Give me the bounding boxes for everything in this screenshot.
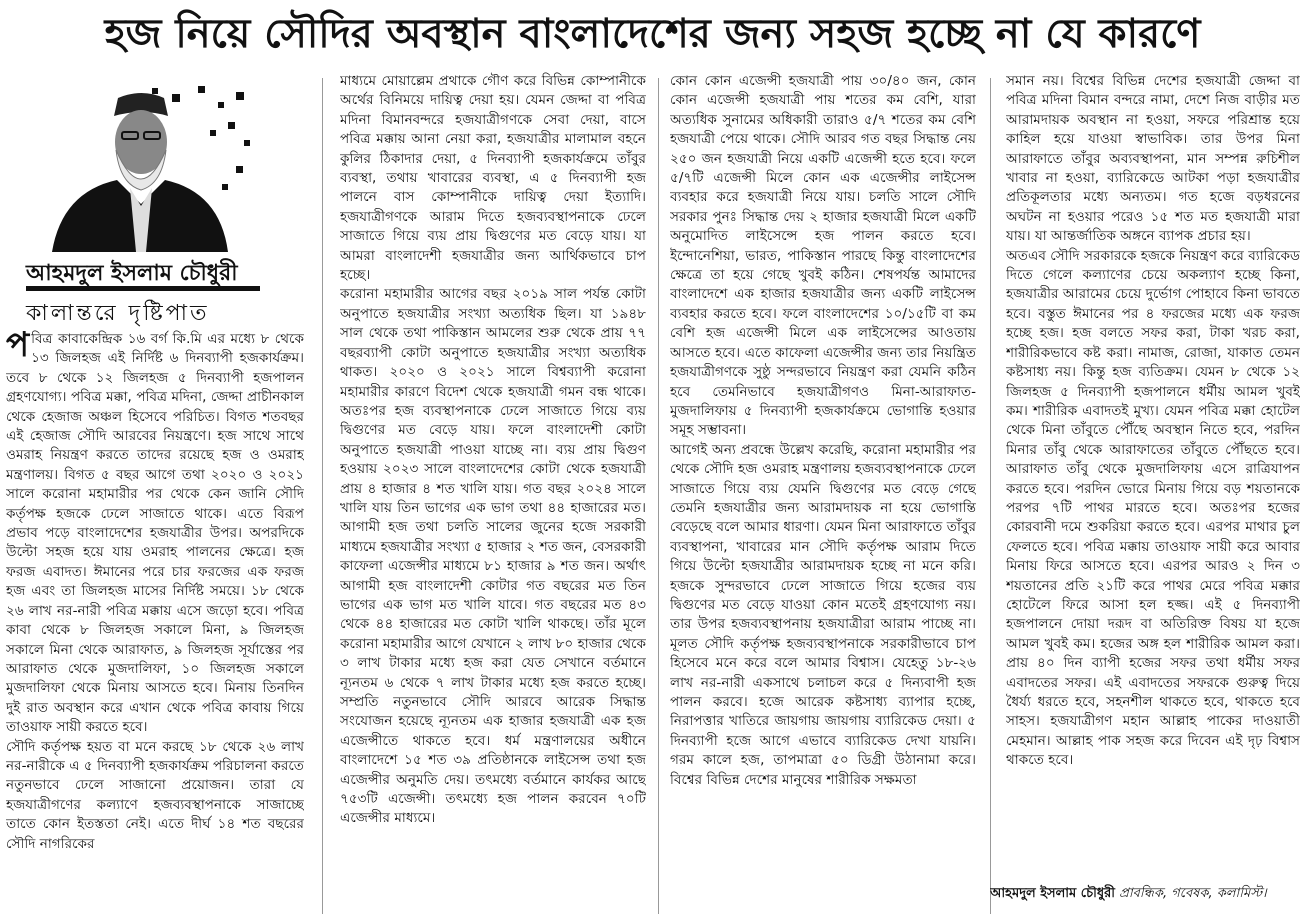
- author-name: আহমদুল ইসলাম চৌধুরী: [26, 261, 238, 286]
- author-portrait-image: [22, 80, 258, 252]
- paragraph: কোন কোন এজেন্সী হজযাত্রী পায় ৩০/৪০ জন, কোন কোন এজেন্সী হজযাত্রী পায় শতের কম বেশি, যারা অত্যধিক সুনামের অধিকারী তারাও ৫/৭ শতের কম বেশি হজযাত্রী পেয়ে থাকে। সৌদি আরব গত বছর সিদ্ধান্ত নেয় ২৫০ জন হজযাত্রী নিয়ে একটি এজেন্সী হতে হবে। ফলে ৫/৭টি এজেন্সী মিলে কোন এক এজেন্সীর লাইসেন্স ব্যবহার করে হজযাত্রী নিয়ে যায়। চলতি সালে সৌদি সরকার পুনঃ সিদ্ধান্ত দেয় ২ হাজার হজযাত্রী মিলে একটি অনুমোদিত লাইসেন্সে হজ পালন করতে হবে। ইন্দোনেশিয়া, ভারত, পাকিস্তান পারছে কিন্তু বাংলাদেশের ক্ষেত্রে তা হয়ে গেছে খুবই কঠিন। শেষপর্যন্ত আমাদের বাংলাদেশে এক হাজার হজযাত্রীর জন্য একটি লাইসেন্স ব্যবহার করতে হবে। ফলে বাংলাদেশের ১০/১৫টি বা কম বেশি হজ এজেন্সী মিলে এক লাইসেন্সের আওতায় আসতে হবে। এতে কাফেলা এজেন্সীর জন্য তার নিয়ন্ত্রিত হজযাত্রীগণকে সুষ্ঠু সন্দরভাবে নিয়ন্ত্রণ করা যেমনি কঠিন হবে তেমনিভাবে হজযাত্রীগণও মিনা-আরাফাত-মুজদালিফায় ৫ দিনব্যাপী হজকার্যক্রমে ভোগান্তি হওয়ার সমূহ সম্ভাবনা।: [670, 73, 976, 439]
- paragraph: অতএব সৌদি সরকারকে হজকে নিয়ন্ত্রণ করে ব্যারিকেড দিতে গেলে কল্যাণের চেয়ে অকল্যাণ হচ্ছে কিনা, হজযাত্রীর আরামের চেয়ে দুর্ভোগ পোহাবে কিনা ভাবতে হবে। বস্তুত ঈমানের পর ৪ ফরজের মধ্যে এক ফরজ হচ্ছে হজ। হজ বলতে সফর করা, টাকা খরচ করা, শারীরিকভাবে কষ্ট করা। নামাজ, রোজা, যাকাত তেমন কষ্টসাধ্য নয়। কিন্তু হজ ব্যতিক্রম। যেমন ৮ থেকে ১২ জিলহজ ৫ দিনব্যাপী হজপালনে ধর্মীয় আমল খুবই কম। শারীরিক এবাদতই মুখ্য। যেমন পবিত্র মক্কা হোটেল থেকে মিনা তাঁবুতে পৌঁছে অবস্থান নিতে হবে, পরদিন মিনার তাঁবু থেকে আরাফাতের তাঁবুতে পৌঁছতে হবে। আরাফাত তাঁবু থেকে মুজদালিফায় এসে রাত্রিযাপন করতে হবে। পরদিন ভোরে মিনায় গিয়ে বড় শয়তানকে পরপর ৭টি পাথর মারতে হবে। অতঃপর হজের কোরবানী দমে শুকরিয়া করতে হবে। এরপর মাথার চুল ফেলতে হবে। পবিত্র মক্কায় তাওয়াফ সায়ী করে আবার মিনায় ফিরে আসতে হবে। এরপর আরও ২ দিন ৩ শয়তানের প্রতি ২১টি করে পাথর মেরে পবিত্র মক্কার হোটেলে ফিরে আসা হল হজ্জ। এই ৫ দিনব্যাপী হজপালনে দোয়া দরূদ বা অতিরিক্ত বিষয় যা হজে আমল খুবই কম। হজের অঙ্গ হল শারীরিক আমল করা। প্রায় ৪০ দিন ব্যাপী হজের সফর তথা ধর্মীয় সফর এবাদতের সফর। এই এবাদতের সফরকে গুরুত্ব দিয়ে ধৈর্য্য ধরতে হবে, সহনশীল থাকতে হবে, থাকতে হবে সাহস। হজযাত্রীগণ মহান আল্লাহ পাকের দাওয়াতী মেহমান। আল্লাহ পাক সহজ করে দিবেন এই দৃঢ় বিশ্বাস থাকতে হবে।: [1006, 247, 1300, 769]
- author-byline: [990, 884, 1302, 905]
- author-portrait: [22, 80, 258, 252]
- byline-name: আহমদুল ইসলাম চৌধুরী: [990, 886, 1115, 901]
- paragraph-text: বিত্র কাবাকেন্দ্রিক ১৬ বর্গ কি.মি এর মধ্যে ৮ থেকে ১৩ জিলহজ এই নির্দিষ্ট ৬ দিনব্যাপী হজকার্যক্রম। তবে ৮ থেকে ১২ জিলহজ ৫ দিনব্যাপী হজপালন গ্রহণযোগ্য। পবিত্র মক্কা, পবিত্র মদিনা, জেদ্দা প্রাচীনকাল থেকে হেজাজ অঞ্চল হিসেবে পরিচিত। বিগত শতবছর এই হেজাজ সৌদি আরবের নিয়ন্ত্রণে। হজ সাথে সাথে ওমরাহ নিয়ন্ত্রণ করতে তাদের রয়েছে হজ ও ওমরাহ মন্ত্রণালয়। বিগত ৫ বছর আগে তথা ২০২০ ও ২০২১ সালে করোনা মহামারীর পর থেকে কেন জানি সৌদি কর্তৃপক্ষ হজকে ঢেলে সাজাতে থাকে। এতে বিরূপ প্রভাব পড়ে বাংলাদেশের হজযাত্রীর উপর। অপরদিকে উল্টো সহজ হয়ে যায় ওমরাহ পালনের ক্ষেত্রে। হজ ফরজ এবাদত। ঈমানের পরে চার ফরজের এক ফরজ হজ এবং তা জিলহজ মাসের নির্দিষ্ট সময়ে। ১৮ থেকে ২৬ লাখ নর-নারী পবিত্র মক্কায় এসে জড়ো হবে। পবিত্র কাবা থেকে ৮ জিলহজ সকালে মিনা, ৯ জিলহজ সকালে মিনা থেকে আরাফাত, ৯ জিলহজ সূর্যাস্তের পর আরাফাত থেকে মুজদালিফা, ১০ জিলহজ সকালে মুজদালিফা থেকে মিনায় আসতে হবে। মিনায় তিনদিন দুই রাত অবস্থান করে এখান থেকে পবিত্র কাবায় গিয়ে তাওয়াফ সায়ী করতে হবে।: [6, 331, 304, 736]
- paragraph: মাধ্যমে মোয়াল্লেম প্রথাকে গৌণ করে বিভিন্ন কোম্পানীকে অর্থের বিনিময়ে দায়িত্ব দেয়া হয়। যেমন জেদ্দা বা পবিত্র মদিনা বিমানবন্দরে হজযাত্রীগণকে সেবা দেয়া, বাসে পবিত্র মক্কায় আনা নেয়া করা, হজযাত্রীর মালামাল বহনে কুলির ঠিকাদার দেয়া, ৫ দিনব্যাপী হজকার্যক্রমে তাঁবুর ব্যবস্থা, তথায় খাবারের ব্যবস্থা, এ ৫ দিনব্যাপী হজ পালনে বাস কোম্পানীকে দায়িত্ব দেয়া ইত্যাদি। হজযাত্রীগণকে আরাম দিতে হজব্যবস্থাপনাকে ঢেলে সাজাতে গিয়ে ব্যয় প্রায় দ্বিগুণের মত বেড়ে যায়। যা আমরা বাংলাদেশী হজযাত্রীর জন্য আর্থিকভাবে চাপ হচ্ছে।: [340, 73, 646, 284]
- drop-cap: প: [6, 330, 30, 365]
- byline-role: প্রাবন্ধিক, গবেষক, কলামিস্ট।: [1119, 886, 1267, 901]
- column-name: কালান্তরে দৃষ্টিপাত: [26, 301, 210, 326]
- headline: হজ নিয়ে সৌদির অবস্থান বাংলাদেশের জন্য সহজ হচ্ছে না যে কারণে: [104, 10, 1201, 57]
- paragraph: আগেই অন্য প্রবন্ধে উল্লেখ করেছি, করোনা মহামারীর পর থেকে সৌদি হজ ওমরাহ মন্ত্রণালয় হজব্যবস্থাপনাকে ঢেলে সাজাতে গিয়ে ব্যয় যেমনি দ্বিগুণের মত বেড়ে গেছে তেমনি হজযাত্রীর জন্য আরামদায়ক না হয়ে ভোগান্তি বেড়েছে বলে আমার ধারণা। যেমন মিনা আরাফাতে তাঁবুর ব্যবস্থাপনা, খাবারের মান সৌদি কর্তৃপক্ষ আরাম দিতে গিয়ে উল্টো হজযাত্রীর আরামদায়ক হচ্ছে না মনে করি। হজকে সুন্দরভাবে ঢেলে সাজাতে গিয়ে হজের ব্যয় দ্বিগুণের মত বেড়ে যাওয়া কোন মতেই গ্রহণযোগ্য নয়। তার উপর হজব্যবস্থাপনায় হজযাত্রীরা আরাম পাচ্ছে না। মূলত সৌদি কর্তৃপক্ষ হজব্যবস্থাপনাকে সরকারীভাবে চাপ হিসেবে মনে করে বলে আমার বিশ্বাস। যেহেতু ১৮-২৬ লাখ নর-নারী একসাথে চলাচল করে ৫ দিন্যবাপী হজ পালন করবে। হজে আরেক কষ্টসাধ্য ব্যাপার হচ্ছে, নিরাপত্তার খাতিরে জায়গায় জায়গায় ব্যারিকেড দেয়া। ৫ দিনব্যাপী হজে আগে এভাবে ব্যারিকেড দেখা যায়নি। গরম কালে হজ, তাপমাত্রা ৫০ ডিগ্রী উঠানামা করে। বিশ্বের বিভিন্ন দেশের মানুষের শারীরিক সক্ষমতা: [670, 441, 976, 788]
- column-divider: [658, 78, 659, 914]
- paragraph: সমান নয়। বিশ্বের বিভিন্ন দেশের হজযাত্রী জেদ্দা বা পবিত্র মদিনা বিমান বন্দরে নামা, দেশে নিজ বাড়ীর মত আরামদায়ক অবস্থান না হওয়া, সফরে পরিশ্রান্ত হয়ে কাহিল হয়ে যাওয়া স্বাভাবিক। তার উপর মিনা আরাফাতে তাঁবুর অব্যবস্থাপনা, মান সম্পন্ন রুচিশীল খাবার না হওয়া, ব্যারিকেডে আটকা পড়া হজযাত্রীর প্রতিকূলতার মধ্যে অন্যতম। গত হজে বড়ধরনের অঘটন না হওয়ার পরেও ১৫ শত মত হজযাত্রী মারা যায়। যা আন্তর্জাতিক অঙ্গনে ব্যাপক প্রচার হয়।: [1006, 73, 1300, 245]
- author-underline: [26, 286, 260, 291]
- column-divider: [990, 78, 991, 914]
- paragraph: করোনা মহামারীর আগের বছর ২০১৯ সাল পর্যন্ত কোটা অনুপাতে হজযাত্রীর সংখ্যা অত্যধিক ছিল। যা ১৯৪৮ সাল থেকে তথা পাকিস্তান আমলের শুরু থেকে প্রায় ৭৭ বছরব্যাপী কোটা অনুপাতে হজযাত্রীর সংখ্যা অত্যধিক থাকত। ২০২০ ও ২০২১ সালে বিশ্বব্যাপী করোনা মহামারীর কারণে বিদেশ থেকে হজযাত্রী গমন বন্ধ থাকে। অতঃপর হজ ব্যবস্থাপনাকে ঢেলে সাজাতে গিয়ে ব্যয় দ্বিগুণের মত বেড়ে যায়। ফলে বাংলাদেশী কোটা অনুপাতে হজযাত্রী পাওয়া যাচ্ছে না। ব্যয় প্রায় দ্বিগুণ হওয়ায় ২০২৩ সালে বাংলাদেশের কোটা থেকে হজযাত্রী প্রায় ৪ হাজার ৪ শত খালি যায়। গত বছর ২০২৪ সালে খালি যায় তিন ভাগের এক ভাগ তথা ৪৪ হাজারের মত। আগামী হজ তথা চলতি সালের জুনের হজে সরকারী মাধ্যমে হজযাত্রীর সংখ্যা ৫ হাজার ২ শত জন, বেসরকারী কাফেলা এজেন্সীর মাধ্যমে ৮১ হাজার ৯ শত জন। অর্থাৎ আগামী হজ বাংলাদেশী কোটার গত বছরের মত তিন ভাগের এক ভাগ মত খালি যাবে। গত বছরের মত ৪৩ থেকে ৪৪ হাজারের মত কোটা খালি থাকছে। তাঁর মূলে করোনা মহামারীর আগে যেখানে ২ লাখ ৮০ হাজার থেকে ৩ লাখ টাকার মধ্যে হজ করা যেত সেখানে বর্তমানে ন্যূনতম ৬ থেকে ৭ লাখ টাকার মধ্যে হজ করতে হচ্ছে। সম্প্রতি নতুনভাবে সৌদি আরবে আরেক সিদ্ধান্ত সংযোজন হয়েছে ন্যূনতম এক হাজার হজযাত্রী এক হজ এজেন্সীতে থাকতে হবে। ধর্ম মন্ত্রণালয়ের অধীনে বাংলাদেশে ১৫ শত ৩৯ প্রতিষ্ঠানকে লাইসেন্স তথা হজ এজেন্সীর অনুমতি দেয়। তৎমধ্যে বর্তমানে কার্যকর আছে ৭৫৩টি এজেন্সী। তৎমধ্যে হজ পালন করবেন ৭০টি এজেন্সীর মাধ্যমে।: [340, 286, 646, 827]
- column-divider: [322, 78, 323, 914]
- column-4: [1006, 72, 1300, 872]
- column-2: [340, 72, 646, 920]
- paragraph: সৌদি কর্তৃপক্ষ হয়ত বা মনে করছে ১৮ থেকে ২৬ লাখ নর-নারীকে এ ৫ দিনব্যাপী হজকার্যক্রম পরিচালনা করতে নতুনভাবে ঢেলে সাজানো প্রয়োজন। তারা যে হজযাত্রীগণের কল্যাণে হজব্যবস্থাপনাকে সাজাচ্ছে তাতে কোন ইতস্ততা নেই। এতে দীর্ঘ ১৪ শত বছরের সৌদি নাগরিকের: [6, 738, 304, 852]
- paragraph: [6, 330, 304, 738]
- column-3: [670, 72, 976, 920]
- column-1: [6, 330, 304, 920]
